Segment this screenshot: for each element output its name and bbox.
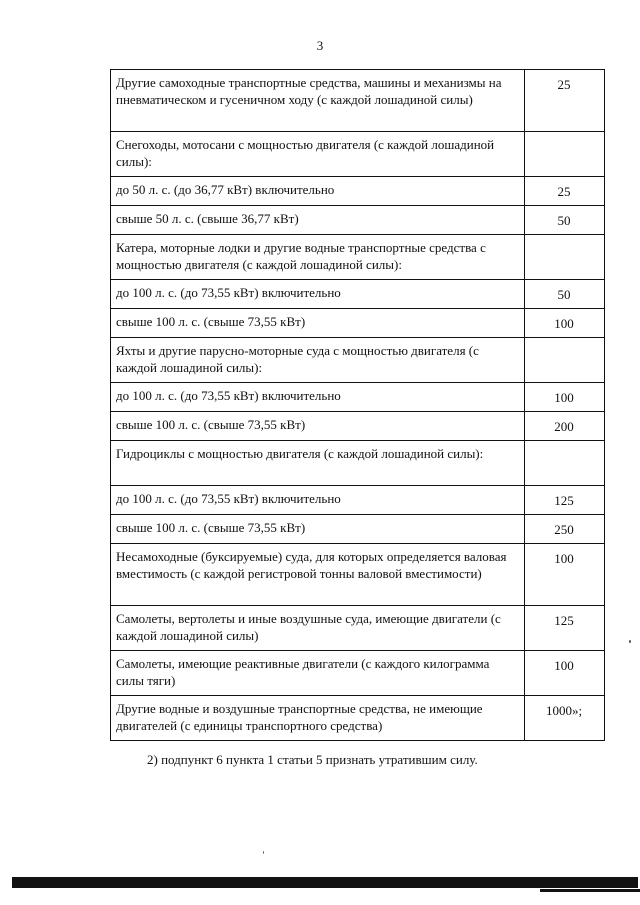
tax-rate-cell xyxy=(525,235,605,280)
table-row xyxy=(111,486,605,515)
vehicle-category-cell: Несамоходные (буксируемые) суда, для которых определяется валовая вместимость (с каждой регистровой тонны валовой вместимости) xyxy=(111,544,525,606)
tax-rate-cell: 125 xyxy=(525,486,605,515)
vehicle-category-cell: до 50 л. с. (до 36,77 кВт) включительно xyxy=(111,177,525,206)
tax-rate-table xyxy=(110,69,605,741)
vehicle-category-cell: до 100 л. с. (до 73,55 кВт) включительно xyxy=(111,486,525,515)
vehicle-category-cell: Самолеты, вертолеты и иные воздушные суда, имеющие двигатели (с каждой лошадиной силы) xyxy=(111,606,525,651)
tax-rate-cell: 100 xyxy=(525,651,605,696)
vehicle-category-cell: свыше 50 л. с. (свыше 36,77 кВт) xyxy=(111,206,525,235)
scan-edge-bar xyxy=(12,877,638,888)
vehicle-category-cell: Другие самоходные транспортные средства, машины и механизмы на пневматическом и гусеничном ходу (с каждой лошадиной силы) xyxy=(111,70,525,132)
tax-rate-cell: 50 xyxy=(525,206,605,235)
tax-rate-cell: 200 xyxy=(525,412,605,441)
vehicle-category-cell: Гидроциклы с мощностью двигателя (с каждой лошадиной силы): xyxy=(111,441,525,486)
tax-rate-cell: 100 xyxy=(525,383,605,412)
table-row xyxy=(111,338,605,383)
table-row xyxy=(111,696,605,741)
tax-rate-cell: 125 xyxy=(525,606,605,651)
page-number: 3 xyxy=(316,38,324,53)
vehicle-category-cell: Яхты и другие парусно-моторные суда с мощностью двигателя (с каждой лошадиной силы): xyxy=(111,338,525,383)
tax-rate-cell: 250 xyxy=(525,515,605,544)
footnote-text: 2) подпункт 6 пункта 1 статьи 5 признать утратившим силу. xyxy=(147,752,478,767)
vehicle-category-cell: свыше 100 л. с. (свыше 73,55 кВт) xyxy=(111,412,525,441)
table-row xyxy=(111,441,605,486)
tax-rate-cell: 100 xyxy=(525,544,605,606)
tax-rate-cell xyxy=(525,441,605,486)
vehicle-category-cell: Другие водные и воздушные транспортные средства, не имеющие двигателей (с единицы транспортного средства) xyxy=(111,696,525,741)
scan-speck xyxy=(263,851,264,854)
tax-rate-cell: 100 xyxy=(525,309,605,338)
scan-edge-bar-secondary xyxy=(540,889,640,892)
scan-speck xyxy=(629,640,631,643)
table-row xyxy=(111,606,605,651)
table-row xyxy=(111,544,605,606)
tax-rate-cell: 50 xyxy=(525,280,605,309)
tax-rate-cell xyxy=(525,338,605,383)
vehicle-category-cell: Снегоходы, мотосани с мощностью двигателя (с каждой лошадиной силы): xyxy=(111,132,525,177)
table-row xyxy=(111,651,605,696)
vehicle-category-cell: Катера, моторные лодки и другие водные транспортные средства с мощностью двигателя (с каждой лошадиной силы): xyxy=(111,235,525,280)
vehicle-category-cell: Самолеты, имеющие реактивные двигатели (с каждого килограмма силы тяги) xyxy=(111,651,525,696)
tax-rate-cell: 1000»; xyxy=(525,696,605,741)
table-row xyxy=(111,515,605,544)
table-row xyxy=(111,235,605,280)
tax-rate-cell: 25 xyxy=(525,177,605,206)
table-row xyxy=(111,309,605,338)
table-row xyxy=(111,383,605,412)
table-body xyxy=(111,70,605,741)
tax-rate-cell xyxy=(525,132,605,177)
table-row xyxy=(111,280,605,309)
tax-rate-cell: 25 xyxy=(525,70,605,132)
table-row xyxy=(111,70,605,132)
table-row xyxy=(111,412,605,441)
vehicle-category-cell: до 100 л. с. (до 73,55 кВт) включительно xyxy=(111,280,525,309)
vehicle-category-cell: до 100 л. с. (до 73,55 кВт) включительно xyxy=(111,383,525,412)
table-row xyxy=(111,177,605,206)
table-row xyxy=(111,206,605,235)
vehicle-category-cell: свыше 100 л. с. (свыше 73,55 кВт) xyxy=(111,515,525,544)
vehicle-category-cell: свыше 100 л. с. (свыше 73,55 кВт) xyxy=(111,309,525,338)
table-row xyxy=(111,132,605,177)
